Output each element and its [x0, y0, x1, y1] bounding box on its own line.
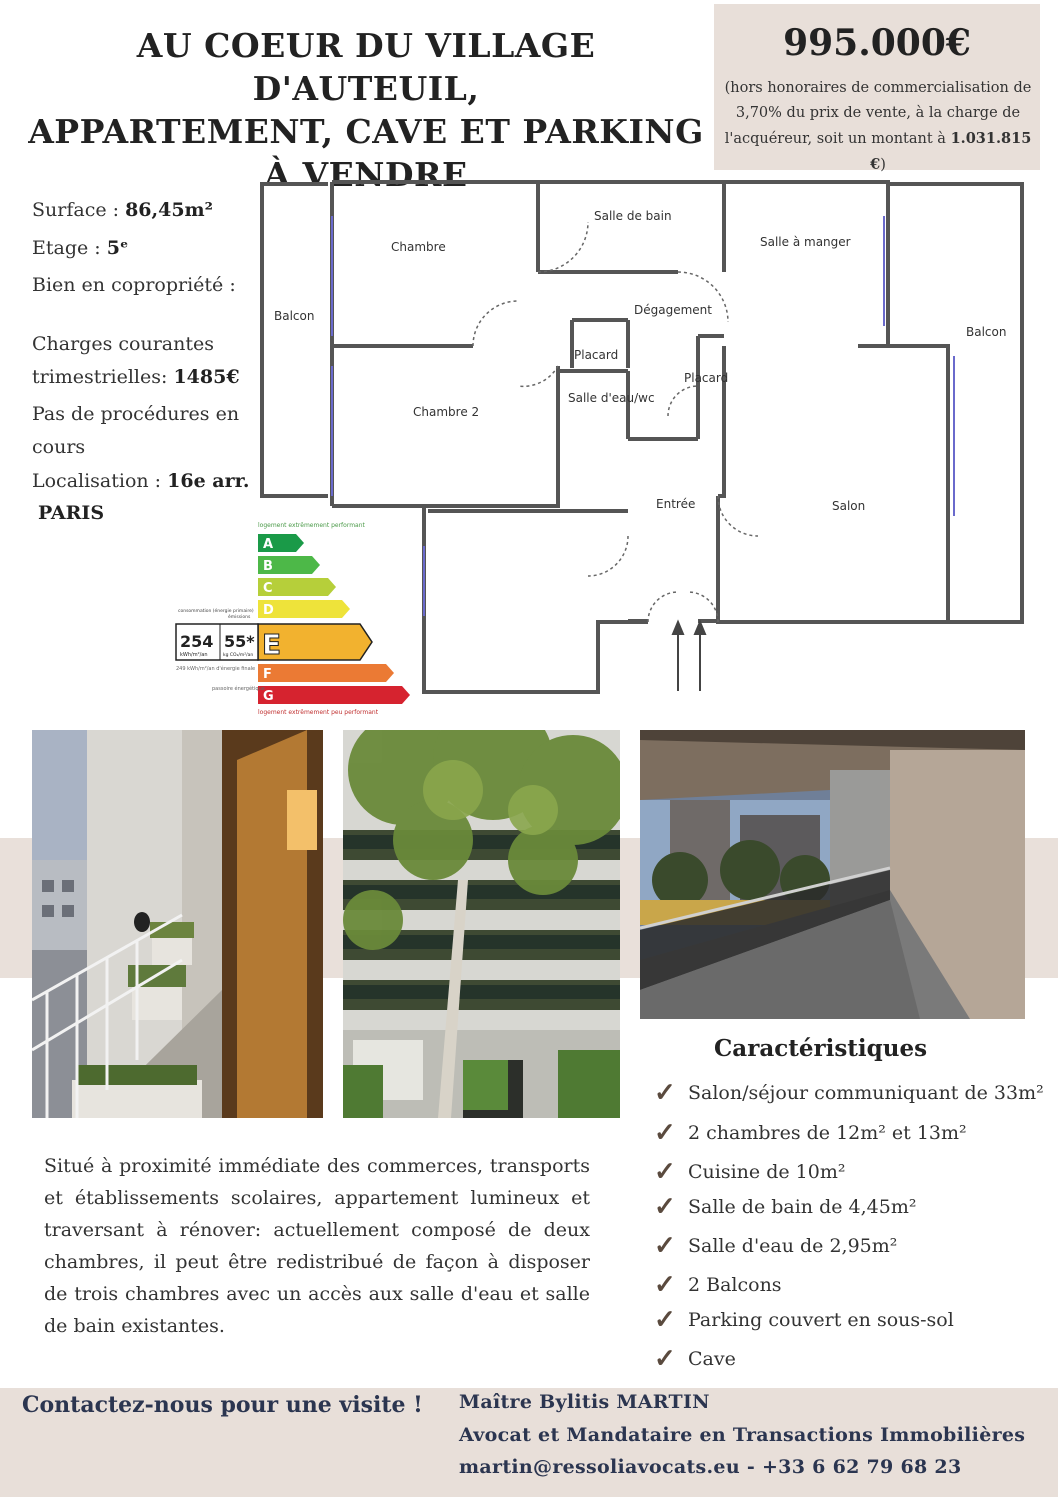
- dpe-bar-f: [258, 664, 394, 682]
- feature-item: [654, 1192, 916, 1222]
- dpe-letter-e: E: [262, 628, 282, 661]
- dpe-emissions-unit: kg CO₂/m²/an: [223, 653, 254, 658]
- dpe-consumption-label: consommation (énergie primaire): [178, 609, 254, 614]
- plan-label-placard-1: Placard: [574, 348, 619, 362]
- dpe-bottom-note: logement extrêmement peu performant: [258, 709, 379, 716]
- check-icon: ✓: [654, 1078, 676, 1108]
- spec-surface: [32, 194, 213, 226]
- spec-location-value: 16e arr.: [167, 470, 250, 492]
- title-line-1: AU COEUR DU VILLAGE D'AUTEUIL,: [136, 26, 596, 108]
- agent-title: Avocat et Mandataire en Transactions Immobilières: [459, 1424, 1026, 1446]
- spec-etage-label: Etage :: [32, 237, 107, 259]
- check-icon: ✓: [654, 1118, 676, 1148]
- feature-item: [654, 1078, 1044, 1108]
- dpe-letter-f: F: [263, 667, 272, 682]
- agent-name: Maître Bylitis MARTIN: [459, 1391, 710, 1413]
- feature-text: Salle d'eau de 2,95m²: [688, 1235, 898, 1257]
- spec-location-label: Localisation :: [32, 470, 168, 492]
- feature-item: [654, 1305, 954, 1335]
- plan-label-entree: Entrée: [656, 497, 696, 511]
- feature-text: Cuisine de 10m²: [688, 1161, 846, 1183]
- feature-text: 2 chambres de 12m² et 13m²: [688, 1122, 967, 1144]
- spec-city: [38, 497, 104, 529]
- spec-surface-value: 86,45m²: [125, 199, 213, 221]
- check-icon: ✓: [654, 1270, 676, 1300]
- check-icon: ✓: [654, 1231, 676, 1261]
- agent-email[interactable]: martin@ressoliavocats.eu: [459, 1456, 740, 1478]
- plan-label-degagement: Dégagement: [634, 303, 712, 317]
- spec-procedures-1: Pas de procédures en: [32, 403, 240, 425]
- spec-surface-label: Surface :: [32, 199, 126, 221]
- spec-charges-value: 1485€: [173, 366, 240, 388]
- dpe-letter-g: G: [263, 689, 274, 704]
- feature-item: [654, 1157, 845, 1187]
- feature-text: Salon/séjour communiquant de 33m²: [688, 1082, 1044, 1104]
- plan-label-chambre: Chambre: [391, 240, 446, 254]
- plan-label-salle-eau: Salle d'eau/wc: [568, 391, 655, 405]
- dpe-emissions: 55*: [224, 632, 255, 651]
- spec-charges-label: trimestrielles:: [32, 366, 174, 388]
- spec-charges: [32, 361, 240, 393]
- description: Situé à proximité immédiate des commerces, transports et établissements scolaires, appartement lumineux et traversant à rénover: actuellement composé de deux chambres, il peut être redistribué de façon à disposer de trois chambres avec un accès aux salle d'eau et salle de bain existantes.: [44, 1155, 590, 1337]
- contact-cta: Contactez-nous pour une visite !: [22, 1392, 423, 1418]
- feature-item: [654, 1270, 782, 1300]
- spec-charges-line1: Charges courantes: [32, 333, 214, 355]
- price-note: [722, 76, 1034, 178]
- check-icon: ✓: [654, 1344, 676, 1374]
- price-note-end: ): [880, 157, 886, 173]
- photo-building-facade: [343, 730, 620, 1118]
- dpe-energy-label: [172, 520, 416, 720]
- dpe-letter-a: A: [263, 537, 274, 552]
- agent-phone[interactable]: +33 6 62 79 68 23: [761, 1456, 962, 1478]
- dpe-final-note: 249 kWh/m²/an d'énergie finale: [176, 666, 256, 672]
- title-line-2: APPARTEMENT, CAVE ET PARKING: [28, 112, 704, 151]
- listing-title: [18, 24, 714, 196]
- agent-contact: [459, 1456, 961, 1478]
- dpe-consumption-unit: kWh/m²/an: [180, 652, 208, 658]
- dpe-passoire-note: passoire énergétique: [212, 686, 265, 692]
- dpe-letter-d: D: [263, 603, 274, 618]
- feature-text: Cave: [688, 1348, 736, 1370]
- plan-label-salle-de-bain: Salle de bain: [594, 209, 672, 223]
- spec-copro: Bien en copropriété :: [32, 274, 236, 296]
- title-line-3: À VENDRE: [264, 155, 468, 194]
- plan-label-balcon-right: Balcon: [966, 325, 1007, 339]
- feature-item: [654, 1231, 897, 1261]
- plan-label-balcon-left: Balcon: [274, 309, 315, 323]
- dpe-letter-c: C: [263, 581, 273, 596]
- check-icon: ✓: [654, 1192, 676, 1222]
- price: 995.000€: [783, 22, 971, 64]
- price-note-text: (hors honoraires de commercialisation de 3,70% du prix de vente, à la charge de l'acquéreur, soit un montant à: [724, 80, 1032, 147]
- plan-label-salon: Salon: [832, 499, 866, 513]
- dpe-bar-g: [258, 686, 410, 704]
- dpe-emissions-label: émissions: [228, 615, 251, 620]
- photo-balcony-dusk: [640, 730, 1025, 1019]
- agent-separator: -: [739, 1456, 762, 1478]
- plan-label-chambre-2: Chambre 2: [413, 405, 480, 419]
- features-title: Caractéristiques: [714, 1035, 928, 1062]
- feature-item: [654, 1118, 967, 1148]
- feature-text: Salle de bain de 4,45m²: [688, 1196, 917, 1218]
- dpe-top-note: logement extrêmement performant: [258, 522, 365, 529]
- plan-label-salle-a-manger: Salle à manger: [760, 235, 851, 249]
- spec-etage: [32, 232, 128, 264]
- spec-etage-value: 5ᵉ: [106, 237, 129, 259]
- check-icon: ✓: [654, 1157, 676, 1187]
- photo-balcony-plants: [32, 730, 323, 1118]
- spec-location: [32, 465, 249, 497]
- spec-procedures-2: cours: [32, 436, 86, 458]
- dpe-letter-b: B: [263, 559, 273, 574]
- spec-city-value: PARIS: [38, 502, 105, 524]
- feature-text: 2 Balcons: [688, 1274, 782, 1296]
- feature-text: Parking couvert en sous-sol: [688, 1309, 954, 1331]
- check-icon: ✓: [654, 1305, 676, 1335]
- dpe-consumption: 254: [180, 632, 214, 651]
- feature-item: [654, 1344, 736, 1374]
- price-total: 1.031.815 €: [870, 130, 1032, 173]
- plan-label-placard-2: Placard: [684, 371, 729, 385]
